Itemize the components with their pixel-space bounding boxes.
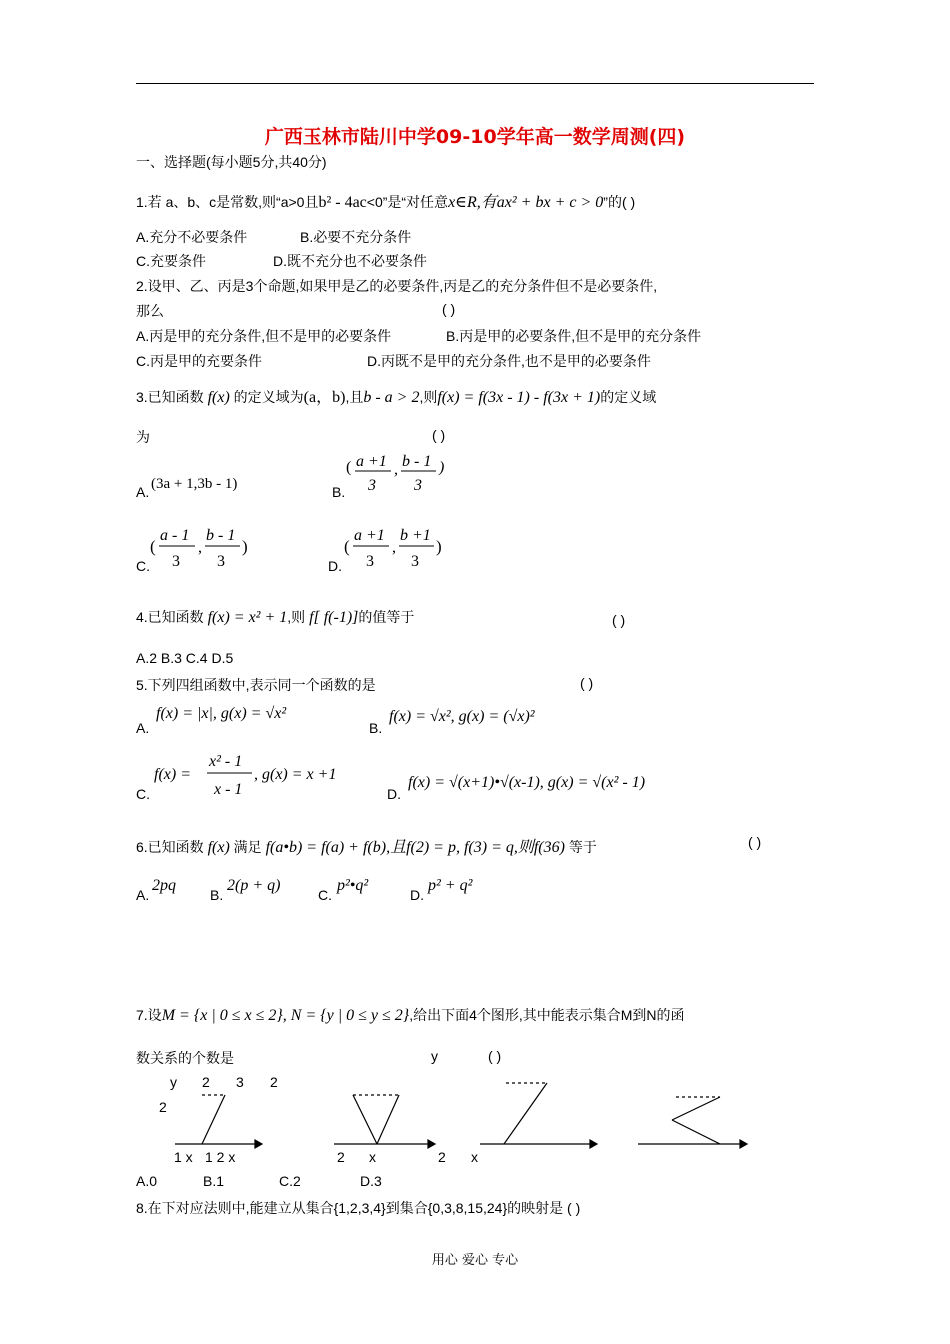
q4-answer-paren: ( ) [612,612,626,628]
q5-choice-c-label: C. [136,786,150,802]
figure-2 [334,1095,435,1148]
svg-text:b +1: b +1 [400,527,431,544]
svg-text:x - 1: x - 1 [214,781,243,798]
q2-line2: 那么 [136,303,164,319]
q6-choice-a-label: A. [136,887,150,903]
svg-text:3: 3 [411,553,419,570]
question-5: 5.下列四组函数中,表示同一个函数的是 [136,677,376,693]
q5-choice-d-math: f(x) = √(x+1)•√(x-1), g(x) = √(x² - 1) [408,774,646,791]
fig-label-2d: 2 [337,1149,345,1165]
question-3: 3.已知函数 f(x) 的定义域为(a，b),且b - a > 2,则f(x) = f(3x - 1) - f(3x + 1)的定义域 [136,389,657,406]
q6-answer-paren: ( ) [748,834,762,850]
svg-text:a - 1: a - 1 [160,527,190,544]
q6-choice-c-label: C. [318,887,332,903]
q7-choice-b: B.1 [203,1173,225,1189]
svg-text:,: , [394,461,398,478]
q7-line2: 数关系的个数是 [136,1050,234,1066]
q5-choice-a-label: A. [136,720,150,736]
svg-text:, g(x) = x +1: , g(x) = x +1 [254,766,337,783]
q2-choice-c: C.丙是甲的充要条件 [136,353,262,369]
q5-choice-b-label: B. [369,720,383,736]
svg-text:3: 3 [414,477,422,494]
q1-choice-b: B.必要不充分条件 [300,229,412,245]
svg-text:b - 1: b - 1 [206,527,236,544]
svg-text:,: , [198,539,202,556]
q5-choice-d-label: D. [387,786,401,802]
svg-text:3: 3 [368,477,376,494]
fig-label-2b: 2 [270,1074,278,1090]
q1-choice-d: D.既不充分也不必要条件 [273,253,427,269]
q6-choice-d-label: D. [410,887,424,903]
figure-1 [175,1095,262,1148]
q2-choice-a: A.丙是甲的充分条件,但不是甲的必要条件 [136,328,392,344]
figure-4 [638,1097,747,1148]
q3-answer-paren: ( ) [432,427,446,443]
q2-choice-b: B.丙是甲的必要条件,但不是甲的充分条件 [446,328,702,344]
q5-choice-a-math: f(x) = |x|, g(x) = √x² [156,705,287,722]
section-heading: 一、选择题(每小题5分,共40分) [136,154,327,170]
svg-text:): ) [242,537,248,556]
q3-choice-b-label: B. [332,484,346,500]
svg-text:f(x) =: f(x) = [154,766,191,783]
question-2: 2.设甲、乙、丙是3个命题,如果甲是乙的必要条件,丙是乙的充分条件但不是必要条件, [136,278,658,294]
svg-text:a +1: a +1 [354,527,385,544]
q4-choices: A.2 B.3 C.4 D.5 [136,650,234,666]
q6-choice-b-math: 2(p + q) [227,877,281,894]
fig-label-2e: 2 [438,1149,446,1165]
q7-choice-d: D.3 [360,1173,382,1189]
svg-text:): ) [439,459,445,476]
svg-text:(: ( [346,459,352,476]
q3-choice-a-label: A. [136,484,150,500]
question-6: 6.已知函数 f(x) 满足 f(a•b) = f(a) + f(b),且f(2) = p, f(3) = q,则f(36) 等于 [136,839,597,856]
q7-choice-a: A.0 [136,1173,158,1189]
q5-answer-paren: ( ) [580,675,594,691]
svg-text:3: 3 [172,553,180,570]
question-4: 4.已知函数 f(x) = x² + 1,则 f[ f(-1)]的值等于 [136,609,415,626]
q2-choice-d: D.丙既不是甲的充分条件,也不是甲的必要条件 [367,353,651,369]
q3-line2: 为 [136,429,150,445]
svg-text:3: 3 [217,553,225,570]
q6-choice-d-math: p² + q² [428,877,473,894]
page-footer: 用心 爱心 专心 [431,1253,519,1268]
q7-y-label: y [431,1048,438,1064]
q7-choice-c: C.2 [279,1173,301,1189]
svg-text:(: ( [344,537,350,556]
q6-choice-b-label: B. [210,887,224,903]
q2-answer-paren: ( ) [442,301,456,317]
q3-choice-d-label: D. [328,558,342,574]
fig-label-3: 3 [236,1074,244,1090]
question-1: 1.若 a、b、c是常数,则“a>0且b² - 4ac<0”是“对任意x∈R,有ax² + bx + c > 0”的( ) [136,194,636,211]
fig-label-1x: 1 x [174,1149,193,1165]
q7-answer-paren: ( ) [488,1048,502,1064]
q1-choice-c: C.充要条件 [136,253,206,269]
fig-label-2c: 2 [159,1099,167,1115]
page-title: 广西玉林市陆川中学09-10学年高一数学周测(四) [264,126,686,148]
fig-label-2a: 2 [202,1074,210,1090]
q6-choice-c-math: p²•q² [337,877,369,894]
q5-choice-b-math: f(x) = √x², g(x) = (√x)² [389,708,535,725]
fig-label-y: y [170,1074,177,1090]
svg-text:b - 1: b - 1 [402,453,432,470]
fig-label-x2: x [471,1149,478,1165]
question-8: 8.在下对应法则中,能建立从集合{1,2,3,4}到集合{0,3,8,15,24}的映射是 ( ) [136,1200,581,1216]
svg-text:a +1: a +1 [356,453,387,470]
q6-choice-a-math: 2pq [152,877,176,894]
svg-text:): ) [436,537,442,556]
svg-text:x² - 1: x² - 1 [209,753,243,770]
question-7: 7.设M = {x | 0 ≤ x ≤ 2}, N = {y | 0 ≤ y ≤ 2},给出下面4个图形,其中能表示集合M到N的函 [136,1007,685,1024]
svg-text:(: ( [150,537,156,556]
q3-choice-a-math: (3a + 1,3b - 1) [151,476,238,492]
svg-text:,: , [392,539,396,556]
fig-label-12x: 1 2 x [205,1149,236,1165]
q3-choice-c-label: C. [136,558,150,574]
fig-label-x1: x [369,1149,376,1165]
figure-3 [480,1083,597,1148]
q1-choice-a: A.充分不必要条件 [136,229,248,245]
svg-text:3: 3 [366,553,374,570]
